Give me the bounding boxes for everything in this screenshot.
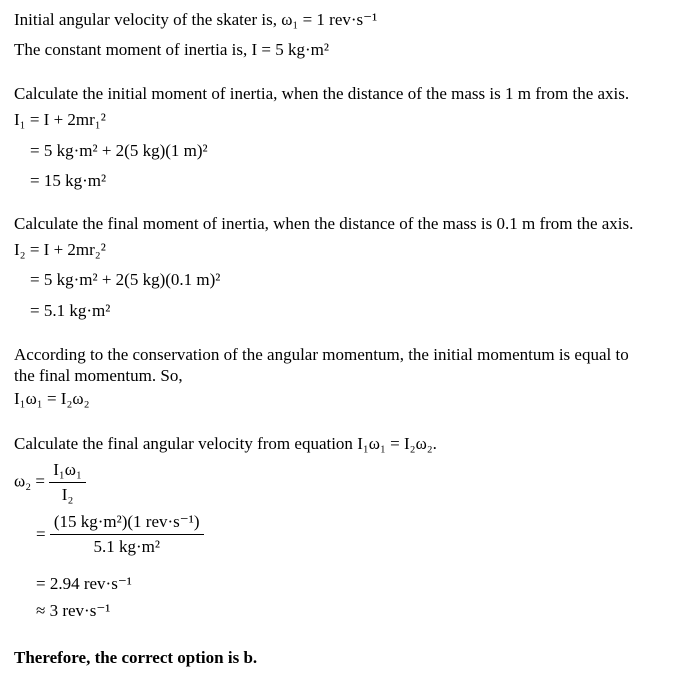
given-inertia-eq: I = 5 kg·m² xyxy=(251,40,329,59)
given-angular-velocity xyxy=(14,10,377,30)
given-velocity-text: Initial angular velocity of the skater is, xyxy=(14,10,277,29)
initial-eq-2: = 5 kg·m² + 2(5 kg)(1 m)² xyxy=(30,141,208,160)
fraction-denominator: 5.1 kg·m² xyxy=(93,537,160,556)
conservation-eq: I₁ω₁ = I₂ω₂ xyxy=(14,389,90,408)
fraction-numerator: (15 kg·m²)(1 rev·s⁻¹) xyxy=(50,512,204,535)
velocity-fraction-numeric xyxy=(50,512,204,557)
velocity-lhs: ω₂ = xyxy=(14,471,45,491)
final-heading: Calculate the final moment of inertia, when the distance of the mass is 0.1 m from the axis. xyxy=(14,214,634,233)
velocity-eq-2: = $\frac{\text{(15 kg·m²)(1 rev·s⁻¹)}}{\text{5.1 kg·m²}}$ xyxy=(36,512,204,557)
conclusion: Therefore, the correct option is b. xyxy=(14,648,258,667)
final-eq-1: I₂ = I + 2mr₂² xyxy=(14,240,106,259)
initial-heading: Calculate the initial moment of inertia, when the distance of the mass is 1 m from the axis. xyxy=(14,84,630,103)
given-velocity-eq: ω₁ = 1 rev·s⁻¹ xyxy=(281,10,378,29)
conservation-text-2: the final momentum. So, xyxy=(14,366,183,385)
fraction-numerator: I₁ω₁ xyxy=(49,460,86,483)
final-eq-3: = 5.1 kg·m² xyxy=(30,301,111,320)
velocity-fraction-symbolic xyxy=(49,460,86,505)
velocity-heading xyxy=(14,434,437,454)
initial-eq-1: I₁ = I + 2mr₁² xyxy=(14,110,106,129)
velocity-eq-1 xyxy=(14,460,86,505)
given-moment-inertia xyxy=(14,40,329,60)
velocity-heading-eq: I₁ω₁ = I₂ω₂. xyxy=(357,434,437,453)
fraction-denominator: I₂ xyxy=(61,485,74,504)
initial-eq-3: = 15 kg·m² xyxy=(30,171,107,190)
velocity-result: = 2.94 rev·s⁻¹ xyxy=(36,574,132,593)
final-eq-2: = 5 kg·m² + 2(5 kg)(0.1 m)² xyxy=(30,270,221,289)
velocity-heading-text: Calculate the final angular velocity from equation xyxy=(14,434,353,453)
given-inertia-text: The constant moment of inertia is, xyxy=(14,40,248,59)
velocity-approx: ≈ 3 rev·s⁻¹ xyxy=(36,601,111,620)
conservation-text-1: According to the conservation of the angular momentum, the initial momentum is equal to xyxy=(14,345,629,364)
